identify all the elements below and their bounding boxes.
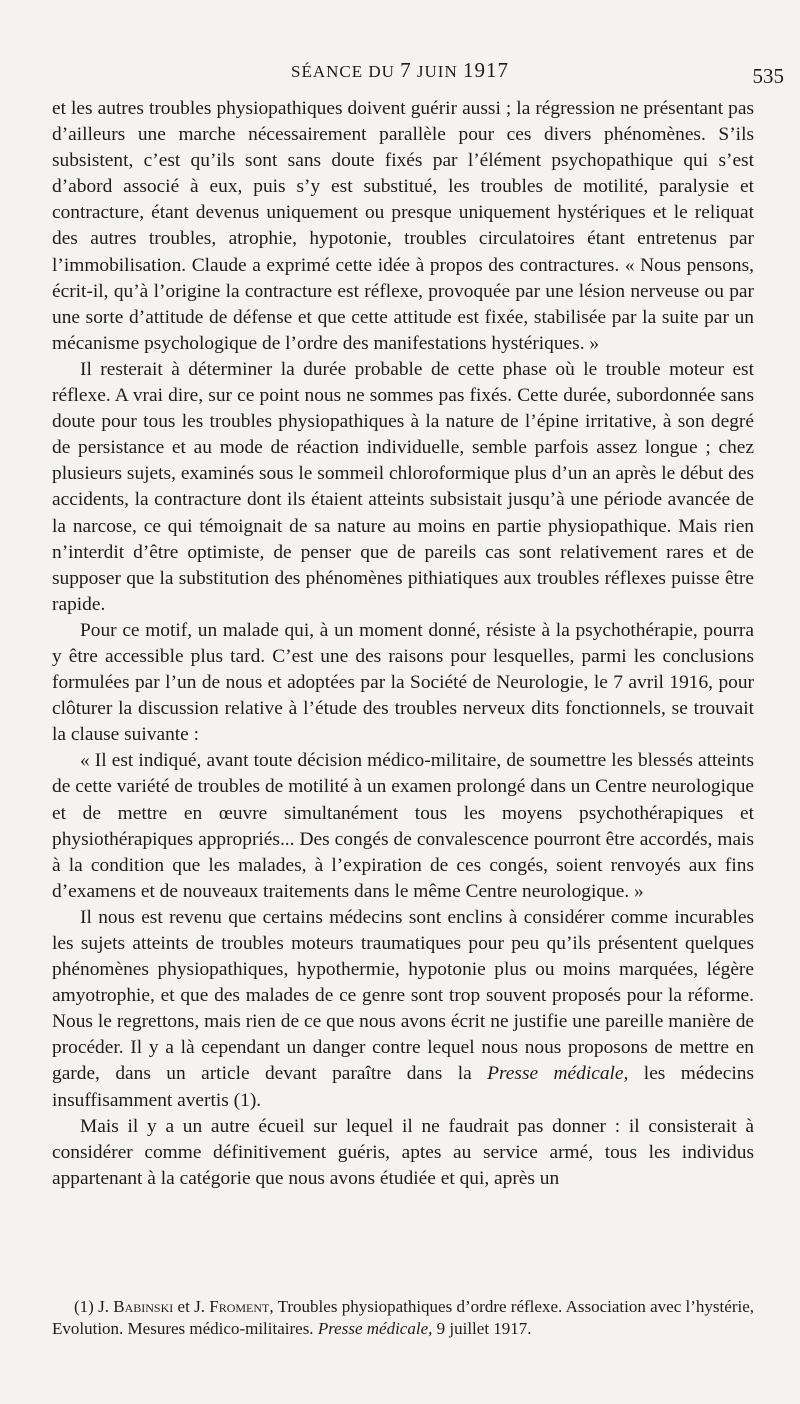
footnotes — [52, 1296, 754, 1340]
running-head-month: JUIN — [411, 62, 463, 81]
paragraph-3: Pour ce motif, un malade qui, à un moment donné, résiste à la psychothérapie, pourra y être accessible plus tard. C’est une des raisons pour lesquelles, parmi les conclusions formulées par l’un de nous et adoptées par la Société de Neurologie, le 7 avril 1916, pour clôturer la discussion relative à l’étude des troubles nerveux dits fonctionnels, se trouvait la clause suivante : — [52, 619, 754, 746]
running-head-prefix: SÉANCE DU — [290, 62, 401, 81]
page-number: 535 — [752, 64, 784, 88]
footnote-conj: et — [173, 1297, 195, 1316]
paragraph-5 — [52, 905, 754, 1114]
quoted-clause: « Il est indiqué, avant toute décision médico-militaire, de soumettre les blessés atteints de cette variété de troubles de motilité à un examen prolongé dans un Centre neurologique et de mettre en œuvre simultanément tous les moyens psychothérapiques et physiothérapiques appropriés... Des congés de convalescence pourront être accordés, mais à la condition que les malades, à l’expiration de ces congés, soient renvoyés aux fins d’examens et de nouveaux traitements dans le même Centre neurologique. » — [52, 750, 754, 902]
paragraph-1: et les autres troubles physiopathiques doivent guérir aussi ; la régression ne présentant pas d’ailleurs une marche nécessairement parallèle pour ces divers phénomènes. S’ils subsistent, c’est qu’ils sont sans doute fixés par l’élément psychopathique qui s’est d’abord associé à eux, puis s’y est substitué, les troubles de motilité, paralysie et contracture, étant devenus uniquement ou presque uniquement hystériques et le reliquat des autres troubles, atrophie, hypotonie, troubles circulatoires étant entretenus par l’immobilisation. Claude a exprimé cette idée à propos des contractures. « Nous pensons, écrit-il, qu’à l’origine la contracture est réflexe, provoquée par une lésion nerveuse ou par une sorte d’attitude de défense et que cette attitude est fixée, stabilisée par la suite par un mécanisme psychologique de l’ordre des manifestations hystériques. » — [52, 98, 754, 354]
journal-title: Presse médicale, — [487, 1063, 629, 1085]
body-text — [52, 96, 754, 1192]
footnote-text-1: , Troubles physiopathiques d’ordre réflexe. Association avec l’hystérie, Evolution. Mesures médico-militaires. — [52, 1297, 754, 1338]
footnote-journal: Presse médicale, — [317, 1319, 433, 1338]
footnote-1 — [52, 1296, 754, 1340]
paragraph-6: Mais il y a un autre écueil sur lequel il ne faudrait pas donner : il consisterait à considérer comme définitivement guéris, aptes au service armé, tous les individus appartenant à la catégorie que nous avons étudiée et qui, après un — [52, 1115, 754, 1189]
paragraph-2: Il resterait à déterminer la durée probable de cette phase où le trouble moteur est réflexe. A vrai dire, sur ce point nous ne sommes pas fixés. Cette durée, subordonnée sans doute pour tous les troubles physiopathiques à la nature de l’épine irritative, à son degré de persistance et au mode de réaction individuelle, semble parfois assez longue ; chez plusieurs sujets, examinés sous le sommeil chloroformique plus d’un an après le début des accidents, la contracture dont ils étaient atteints subsistait jusqu’à une période avancée de la narcose, ce qui témoignait de sa nature au moins en partie physiopathique. Mais rien n’interdit d’être optimiste, de penser que de pareils cas sont relativement rares et de supposer que la substitution des phénomènes pithiatiques aux troubles réflexes puisse être rapide. — [52, 358, 754, 615]
running-head-year: 1917 — [463, 58, 509, 82]
running-head — [0, 58, 800, 83]
footnote-author-2: J. Froment — [194, 1297, 270, 1316]
paragraph-5-tail: les médecins insuffisamment avertis (1). — [52, 1063, 754, 1111]
footnote-marker: (1) — [74, 1297, 99, 1316]
running-head-day: 7 — [400, 58, 412, 82]
footnote-text-2: 9 juillet 1917. — [432, 1319, 532, 1338]
page-header — [0, 58, 800, 88]
paragraph-5-text: Il nous est revenu que certains médecins sont enclins à considérer comme incurables les sujets atteints de troubles moteurs traumatiques pour peu qu’ils présentent quelques phénomènes physiopathiques, hypothermie, hypotonie plus ou moins marquées, légère amyotrophie, et que des malades de ce genre sont trop souvent proposés pour la réforme. Nous le regrettons, mais rien de ce que nous avons écrit ne justifie une pareille manière de procéder. Il y a là cependant un danger contre lequel nous nous proposons de mettre en garde, dans un article devant paraître dans la — [52, 906, 754, 1085]
footnote-author-1: J. Babinski — [98, 1297, 174, 1316]
